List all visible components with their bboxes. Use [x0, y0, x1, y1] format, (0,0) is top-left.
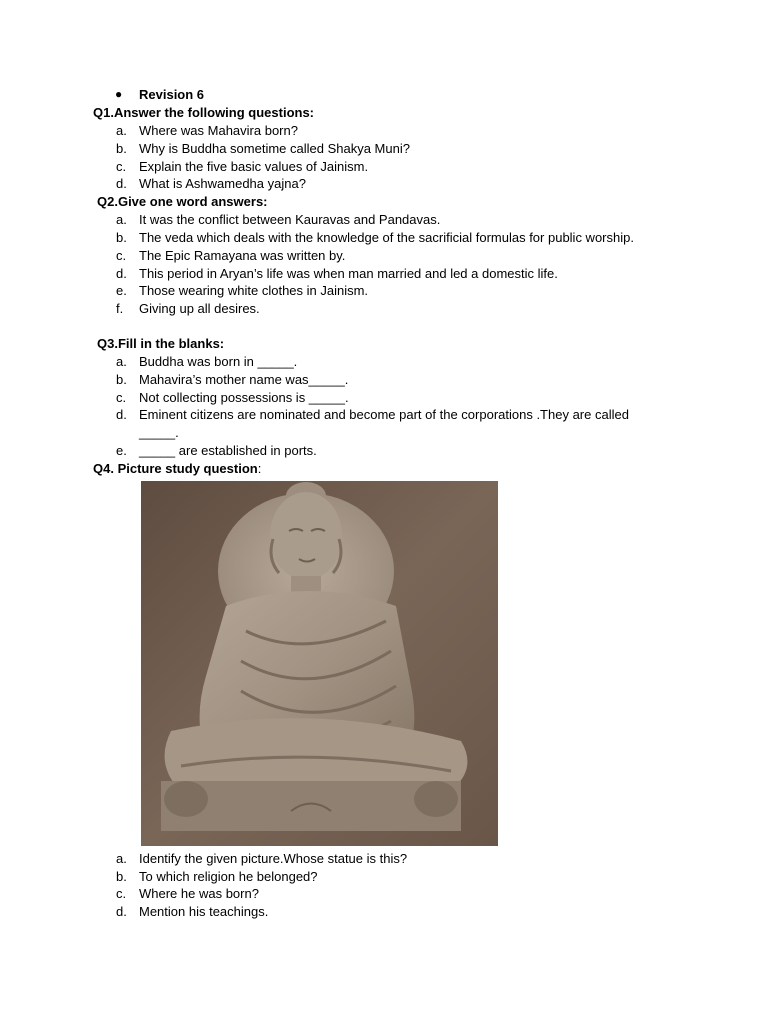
list-item: [0, 158, 768, 176]
q3-heading: Q3.Fill in the blanks:: [97, 335, 225, 351]
list-item: [0, 140, 768, 158]
revision-title: [0, 86, 768, 104]
q4-heading: [0, 460, 768, 478]
list-marker: d.: [116, 407, 127, 423]
list-marker: d.: [116, 176, 127, 192]
list-marker: a.: [116, 850, 127, 866]
q2-heading: Q2.Give one word answers:: [97, 194, 268, 210]
list-marker: c.: [116, 247, 127, 263]
list-item-text: Why is Buddha sometime called Shakya Muni?: [139, 140, 410, 156]
list-item: [0, 353, 768, 371]
list-item: [0, 175, 768, 193]
q1-list: [0, 122, 768, 193]
list-marker: b.: [116, 371, 127, 387]
list-item-text: Identify the given picture.Whose statue is this?: [139, 850, 408, 866]
list-item: [0, 211, 768, 229]
list-item-text: Mahavira’s mother name was_____.: [139, 371, 349, 387]
q2-list: [0, 211, 768, 318]
list-item-text: Giving up all desires.: [139, 301, 260, 317]
list-item-text: Mention his teachings.: [139, 904, 269, 920]
list-item: [0, 885, 768, 903]
list-item: [0, 868, 768, 886]
list-marker: c.: [116, 389, 127, 405]
list-marker: d.: [116, 904, 127, 920]
list-marker: a.: [116, 123, 127, 138]
list-item: [0, 265, 768, 283]
list-marker: a.: [116, 212, 127, 228]
list-item-text: Where he was born?: [139, 886, 259, 902]
list-item-text: Those wearing white clothes in Jainism.: [139, 283, 369, 299]
list-item: [0, 442, 768, 460]
list-item-text: Explain the five basic values of Jainism.: [139, 158, 369, 174]
list-item: [0, 300, 768, 318]
list-marker: b.: [116, 140, 127, 156]
buddha-statue-image: [141, 481, 498, 846]
list-item: [0, 247, 768, 265]
list-marker: a.: [116, 353, 127, 369]
revision-title-text: Revision 6: [139, 87, 205, 102]
list-item: [0, 903, 768, 921]
list-item-text: To which religion he belonged?: [139, 868, 318, 884]
list-item-text: Where was Mahavira born?: [139, 123, 298, 138]
list-marker: b.: [116, 229, 127, 245]
list-item-text: Not collecting possessions is _____.: [139, 389, 349, 405]
list-marker: e.: [116, 442, 127, 458]
list-item: [0, 371, 768, 389]
list-item: [0, 406, 768, 442]
q1-heading: Q1.Answer the following questions:: [93, 105, 315, 120]
list-marker: c.: [116, 886, 127, 902]
list-item: [0, 389, 768, 407]
section-spacer: [0, 318, 768, 335]
list-marker: b.: [116, 868, 127, 884]
list-item: [0, 122, 768, 140]
worksheet-page: [0, 86, 768, 921]
list-item: [0, 850, 768, 868]
q4-heading-bold: Q4. Picture study question: [93, 460, 258, 476]
list-item-text: What is Ashwamedha yajna?: [139, 176, 306, 192]
list-item: [0, 282, 768, 300]
q4-list: [0, 850, 768, 921]
list-marker: e.: [116, 283, 127, 299]
list-marker: d.: [116, 265, 127, 281]
list-marker: f.: [116, 301, 124, 317]
list-item-text: This period in Aryan’s life was when man married and led a domestic life.: [139, 265, 558, 281]
q4-heading-colon: :: [257, 460, 262, 476]
list-item-text: The Epic Ramayana was written by.: [139, 247, 346, 263]
list-item-text: Buddha was born in _____.: [139, 353, 298, 369]
bullet-icon: ●: [115, 87, 123, 101]
list-marker: c.: [116, 158, 127, 174]
list-item-text: _____ are established in ports.: [139, 442, 317, 458]
buddha-statue-illustration: [141, 481, 498, 846]
q3-list: [0, 353, 768, 460]
list-item: [0, 229, 768, 247]
list-item-text: The veda which deals with the knowledge of the sacrificial formulas for public worship.: [139, 229, 634, 245]
list-item-text: It was the conflict between Kauravas and Pandavas.: [139, 212, 441, 228]
list-item-text: Eminent citizens are nominated and become part of the corporations .They are called _____.: [139, 407, 629, 441]
